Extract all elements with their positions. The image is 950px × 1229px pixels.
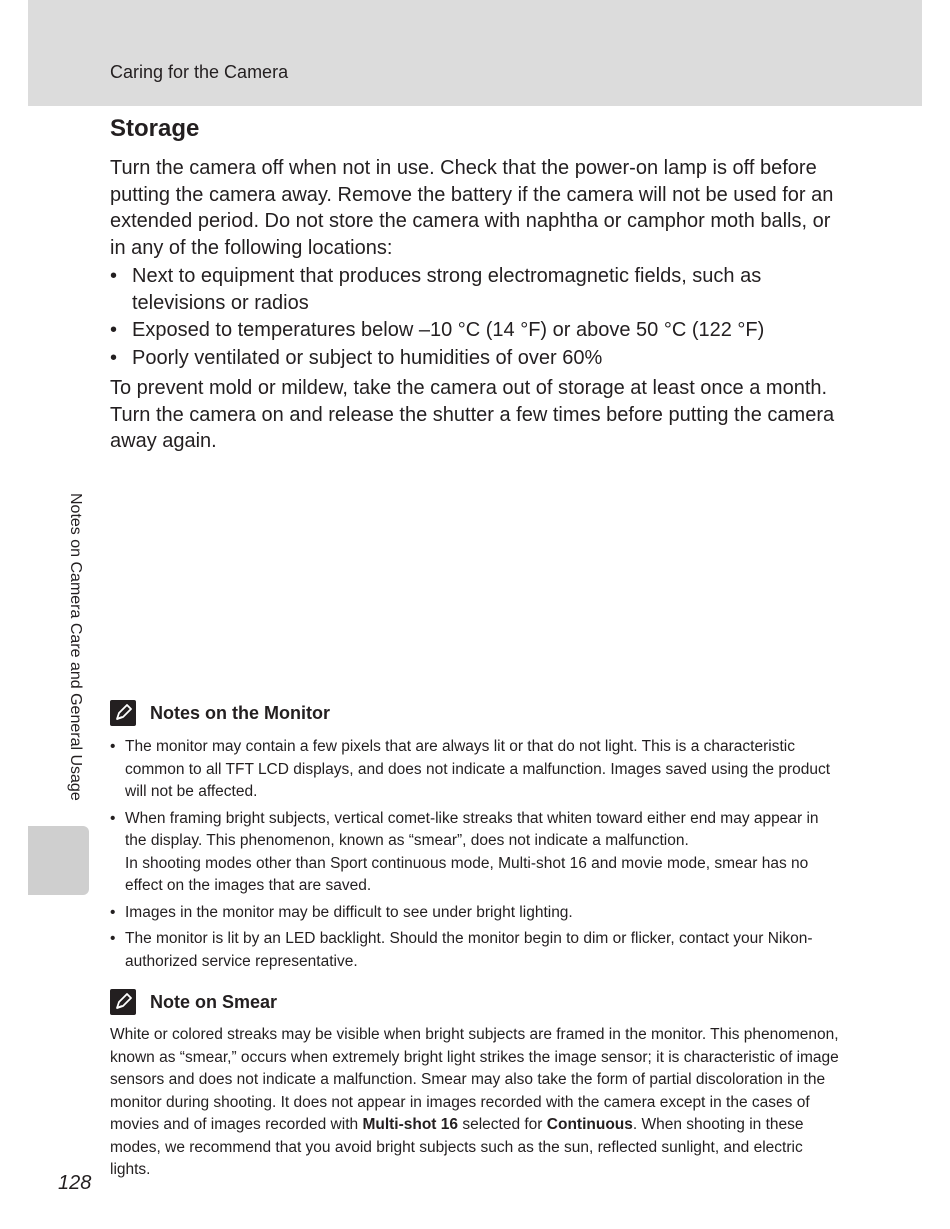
multi-shot-16-term: Multi-shot 16 bbox=[362, 1116, 459, 1133]
continuous-term: Continuous bbox=[546, 1116, 633, 1133]
storage-section bbox=[110, 155, 838, 455]
smear-note-body bbox=[110, 1024, 840, 1182]
section-title: Caring for the Camera bbox=[110, 62, 289, 82]
smear-note-title: Note on Smear bbox=[150, 991, 278, 1012]
smear-description: When framing bright subjects, vertical comet-like streaks that whiten toward either end may appear in the display. This phenomenon, known as “smear”, does not indicate a malfunction. bbox=[125, 809, 819, 849]
list-item: • Next to equipment that produces strong electromagnetic fields, such as televisions or radios bbox=[110, 263, 838, 316]
page-number: 128 bbox=[58, 1172, 92, 1194]
smear-note-paragraph bbox=[110, 1024, 840, 1182]
list-item: • Exposed to temperatures below –10 °C (14 °F) or above 50 °C (122 °F) bbox=[110, 317, 838, 344]
smear-note-header bbox=[110, 989, 277, 1015]
header-band bbox=[28, 0, 922, 106]
monitor-note-body bbox=[110, 736, 840, 977]
monitor-notes-list bbox=[110, 736, 840, 973]
smear-text-1: White or colored streaks may be visible when bright subjects are framed in the monitor. This phenomenon, known as “smear,” occurs when extremely bright light strikes the image sensor; it is characteristic of image sensors and does not indicate a malfunction. Smear may also take the form of partial discoloration in the monitor during shooting. It does not appear in images recorded with the camera except in the cases of movies and of images recorded with bbox=[110, 1026, 839, 1133]
storage-outro: To prevent mold or mildew, take the camera out of storage at least once a month. Turn the camera on and release the shutter a few times before putting the camera away again. bbox=[110, 377, 835, 452]
side-tab-label: Notes on Camera Care and General Usage bbox=[67, 493, 84, 801]
storage-heading: Storage bbox=[110, 115, 200, 142]
smear-text-2: selected for bbox=[458, 1116, 547, 1133]
smear-shooting-modes: In shooting modes other than Sport continuous mode, Multi-shot 16 and movie mode, smear has no effect on the images that are saved. bbox=[125, 854, 809, 894]
pencil-note-icon bbox=[110, 989, 136, 1015]
side-tab-marker bbox=[28, 826, 89, 895]
list-item bbox=[110, 808, 840, 898]
list-item: • The monitor may contain a few pixels that are always lit or that do not light. This is a characteristic common to all TFT LCD displays, and does not indicate a malfunction. Images saved using the product will not be affected. bbox=[110, 736, 840, 804]
list-item: • Images in the monitor may be difficult to see under bright lighting. bbox=[110, 902, 840, 925]
pencil-note-icon bbox=[110, 700, 136, 726]
monitor-note-header bbox=[110, 700, 330, 726]
storage-intro: Turn the camera off when not in use. Check that the power-on lamp is off before putting the camera away. Remove the battery if the camera will not be used for an extended period. Do not store the camera with naphtha or camphor moth balls, or in any of the following locations: bbox=[110, 157, 834, 259]
list-item: • Poorly ventilated or subject to humidities of over 60% bbox=[110, 345, 838, 372]
monitor-note-title: Notes on the Monitor bbox=[150, 702, 330, 723]
storage-locations-list bbox=[110, 263, 838, 371]
smear-text-3: . When shooting in these modes, we recommend that you avoid bright subjects such as the sun, reflected sunlight, and electric lights. bbox=[110, 1116, 804, 1178]
list-item: • The monitor is lit by an LED backlight. Should the monitor begin to dim or flicker, contact your Nikon-authorized service representative. bbox=[110, 928, 840, 973]
